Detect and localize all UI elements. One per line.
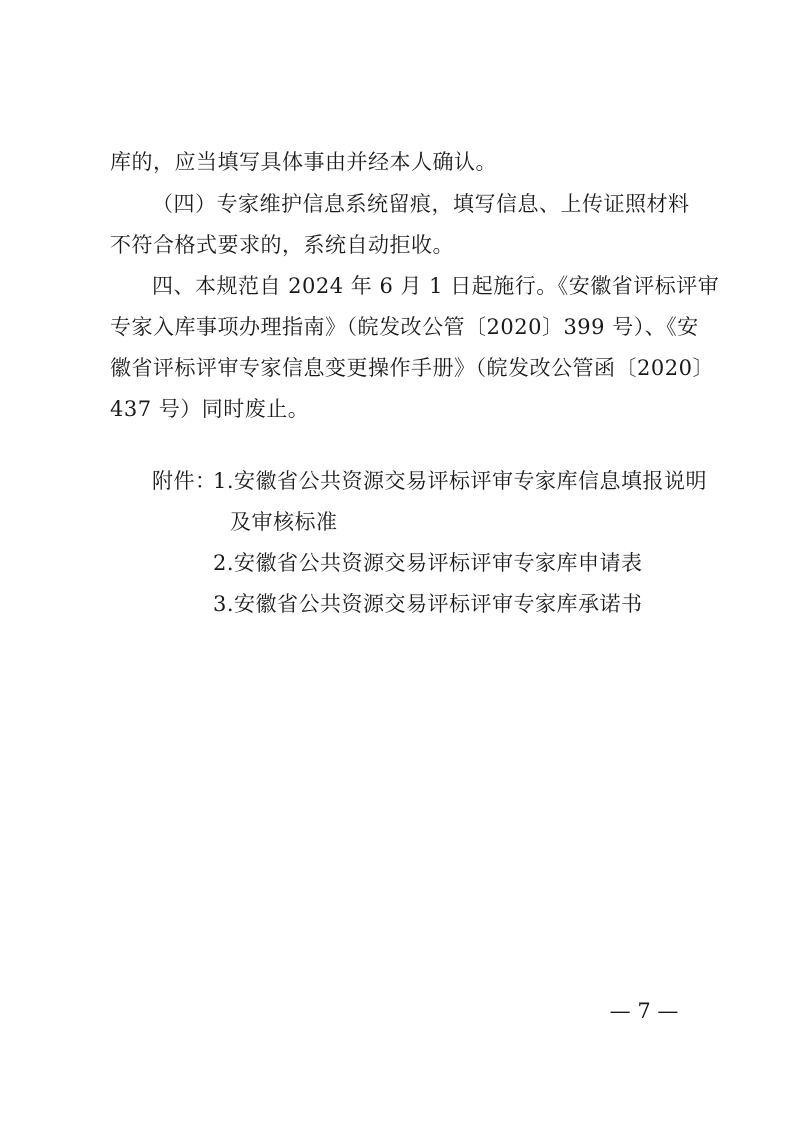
section-4-line-4: 437 号）同时废止。 <box>110 397 310 421</box>
item-4-line-2: 不符合格式要求的，系统自动拒收。 <box>110 233 454 257</box>
attachments-label: 附件： <box>152 469 217 493</box>
attachment-item-1-line-2: 及审核标准 <box>230 510 338 534</box>
page-number: — 7 — <box>609 999 679 1023</box>
attachment-item-2: 2.安徽省公共资源交易评标评审专家库申请表 <box>213 551 643 575</box>
section-4-line-3: 徽省评标评审专家信息变更操作手册》（皖发改公管函〔2020〕 <box>110 356 714 380</box>
item-4-line-1: （四）专家维护信息系统留痕，填写信息、上传证照材料 <box>152 192 690 216</box>
section-4-line-1: 四、本规范自 2024 年 6 月 1 日起施行。《安徽省评标评审 <box>152 274 720 298</box>
attachment-item-3: 3.安徽省公共资源交易评标评审专家库承诺书 <box>213 592 643 616</box>
paragraph-continuation: 库的，应当填写具体事由并经本人确认。 <box>110 150 497 174</box>
attachment-item-1-line-1: 1.安徽省公共资源交易评标评审专家库信息填报说明 <box>213 469 708 493</box>
section-4-line-2: 专家入库事项办理指南》（皖发改公管〔2020〕399 号）、《安 <box>110 315 699 339</box>
